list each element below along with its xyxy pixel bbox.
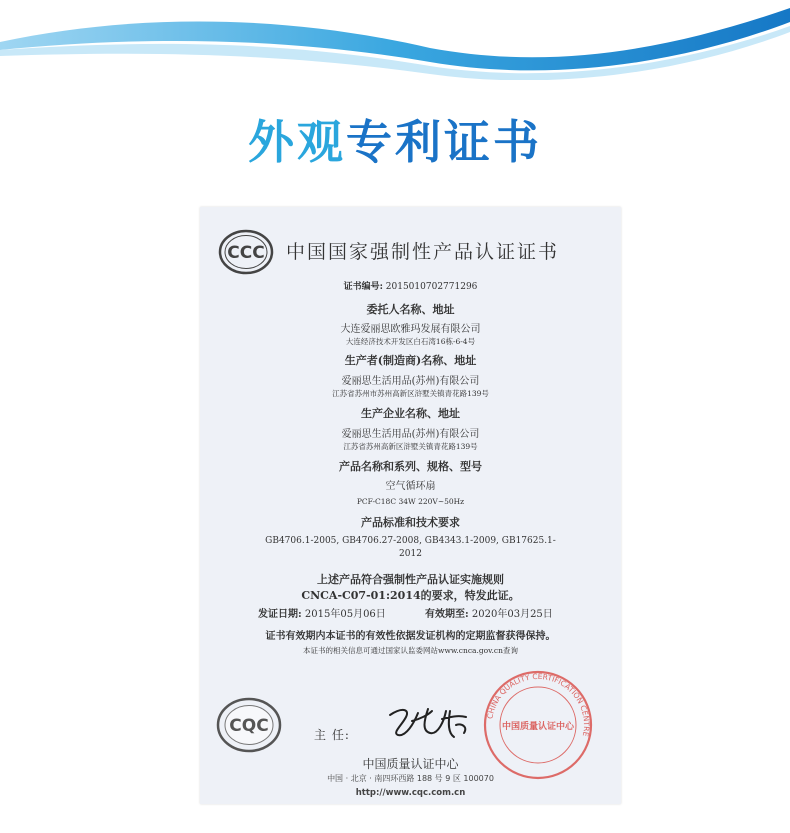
- factory-label: 生产企业名称、地址: [361, 407, 460, 420]
- cert-number-row: [200, 279, 621, 292]
- seal-ring-text: CHINA QUALITY CERTIFICATION CENTRE: [485, 671, 592, 738]
- org-url: http://www.cqc.com.cn: [355, 788, 466, 798]
- certificate-header-title: 中国国家强制性产品认证证书: [286, 241, 560, 263]
- seal-center-text: 中国质量认证中心: [501, 722, 575, 732]
- client-name: 大连爱丽思欧雅玛发展有限公司: [340, 324, 481, 335]
- product-label: 产品名称和系列、规格、型号: [339, 460, 482, 473]
- standards-label: 产品标准和技术要求: [361, 516, 460, 529]
- cert-number-value: 2015010702771296: [385, 282, 478, 292]
- director-label: 主 任:: [314, 728, 350, 742]
- expiry-date-value: 2020年03月25日: [471, 609, 553, 620]
- compliance-line-2: CNCA-C07-01:2014的要求，特发此证。: [301, 589, 520, 602]
- header-wave-decoration: [0, 0, 790, 80]
- cert-number-label: 证书编号:: [343, 282, 383, 292]
- compliance-line-1: 上述产品符合强制性产品认证实施规则: [317, 573, 504, 586]
- product-name: 空气循环扇: [385, 481, 436, 492]
- manufacturer-label: 生产者(制造商)名称、地址: [344, 354, 477, 367]
- validity-note: 证书有效期内本证书的有效性依据发证机构的定期监督获得保持。: [265, 631, 556, 642]
- issue-date-label: 发证日期:: [258, 609, 302, 620]
- factory-name: 爱丽思生活用品(苏州)有限公司: [341, 429, 480, 440]
- page-title-part2: 专利证书: [346, 115, 542, 169]
- certificate-image: [200, 207, 621, 804]
- ccc-logo-icon: [218, 229, 274, 275]
- standards-line-1: GB4706.1-2005, GB4706.27-2008, GB4343.1-2009, GB17625.1-: [265, 536, 556, 546]
- director-signature: [384, 703, 474, 743]
- expiry-date-row: [425, 605, 553, 620]
- page-title-part1: 外观: [248, 115, 346, 169]
- issue-date-row: [258, 605, 386, 620]
- product-model: PCF-C18C 34W 220V~50Hz: [356, 497, 465, 506]
- page-title: [0, 112, 790, 172]
- cqc-logo-icon: [216, 697, 282, 753]
- org-address: 中国 · 北京 · 南四环西路 188 号 9 区 100070: [327, 774, 494, 783]
- manufacturer-address: 江苏省苏州市苏州高新区浒墅关镇青花路139号: [332, 389, 489, 398]
- issue-date-value: 2015年05月06日: [304, 609, 386, 620]
- org-name: 中国质量认证中心: [362, 757, 459, 771]
- cqc-logo-text: CQC: [229, 716, 269, 736]
- expiry-date-label: 有效期至:: [425, 609, 469, 620]
- client-address: 大连经济技术开发区白石湾16栋-6-4号: [345, 337, 476, 346]
- client-label: 委托人名称、地址: [366, 303, 455, 316]
- factory-address: 江苏省苏州高新区浒墅关镇青花路139号: [343, 442, 478, 451]
- standards-line-2: 2012: [399, 549, 422, 559]
- manufacturer-name: 爱丽思生活用品(苏州)有限公司: [341, 376, 480, 387]
- website-note: 本证书的相关信息可通过国家认监委网站www.cnca.gov.cn查询: [303, 646, 518, 655]
- ccc-logo-text: CCC: [227, 243, 265, 263]
